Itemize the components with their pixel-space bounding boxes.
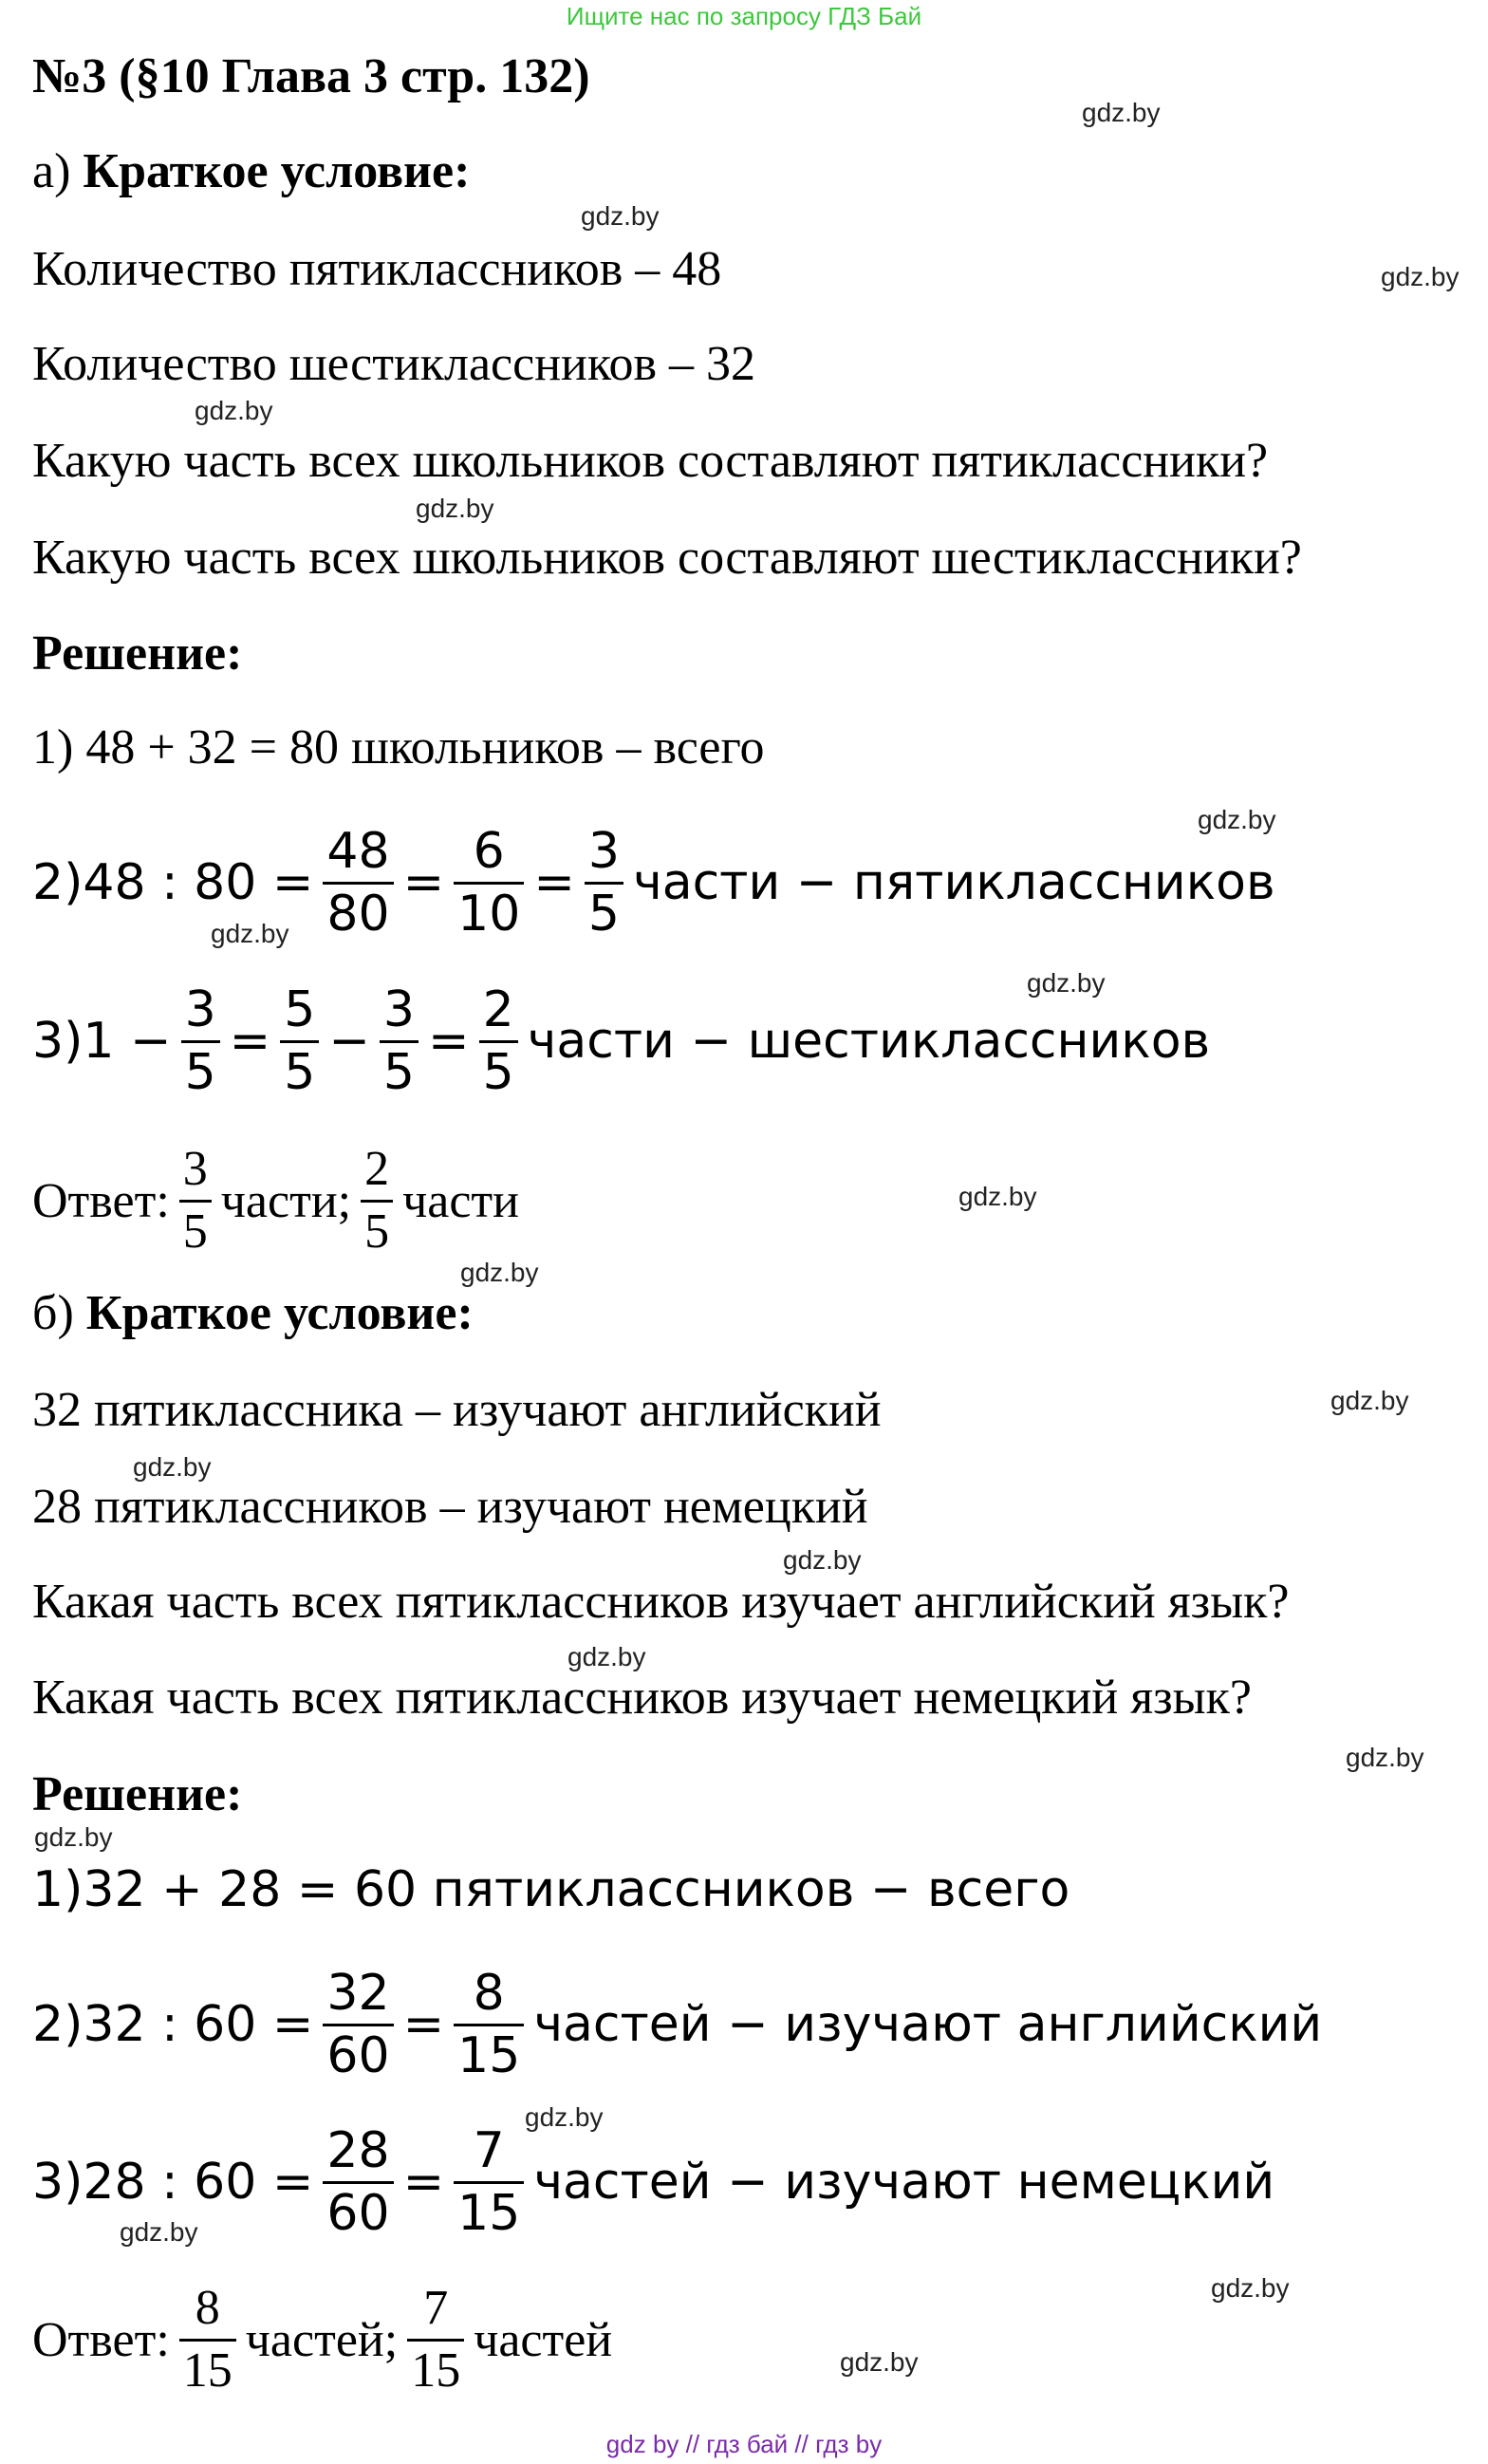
equals-sign: = [402,2154,445,2211]
watermark: gdz.by [1198,805,1276,834]
watermark: gdz.by [1082,98,1161,127]
denominator: 5 [587,885,620,943]
numerator: 2 [364,1141,390,1196]
fraction-bar [323,2024,393,2026]
fraction-bar [323,882,393,885]
equals-sign: = [533,854,575,911]
part-b-answer [32,2259,612,2420]
step-prefix: 3)28 : 60 = [32,2154,314,2211]
part-b-step-1: 1)32 + 28 = 60 пятиклассников − всего [32,1861,1070,1918]
fraction-bar [454,882,524,885]
numerator: 7 [473,2121,505,2179]
equals-sign: = [229,1013,271,1070]
denominator: 80 [326,885,390,943]
watermark: gdz.by [1346,1743,1424,1772]
denominator: 10 [457,885,521,943]
watermark: gdz.by [460,1258,539,1287]
denominator: 15 [411,2343,461,2398]
fraction-bar [361,1200,393,1203]
top-banner[interactable]: Ищите нас по запросу ГДЗ Бай [566,2,922,30]
fraction [280,980,319,1101]
answer-unit: частей [474,2312,613,2367]
watermark: gdz.by [840,2347,919,2377]
step-prefix: 3)1 − [32,1013,172,1070]
part-b-solution-heading: Решение: [32,1767,243,1821]
fraction-bar [280,1040,319,1043]
answer-unit: части [402,1173,519,1228]
denominator: 5 [382,1043,415,1101]
fraction-bar [323,2181,393,2184]
denominator: 5 [284,1043,316,1101]
watermark: gdz.by [783,1545,862,1575]
part-a-heading [32,144,471,198]
footer-links[interactable]: gdz by // гдз бай // гдз by [605,2430,883,2458]
watermark: gdz.by [525,2102,604,2132]
numerator: 2 [482,980,514,1038]
denominator: 5 [364,1204,390,1259]
fraction [454,822,524,943]
fraction [585,822,623,943]
page-title: №3 (§10 Глава 3 стр. 132) [32,49,590,103]
answer-label: Ответ: [32,1173,170,1228]
answer-label: Ответ: [32,2312,170,2367]
numerator: 3 [587,822,620,880]
part-a-heading-text: Краткое условие: [83,144,471,198]
fraction-bar [585,882,623,885]
denominator: 5 [182,1204,208,1259]
numerator: 3 [184,980,216,1038]
step-suffix: частей − изучают английский [533,1996,1323,2053]
part-b-heading-text: Краткое условие: [85,1286,474,1340]
watermark: gdz.by [1330,1386,1409,1415]
fraction-bar [407,2339,464,2342]
fraction [179,2280,236,2398]
part-b-question-2: Какая часть всех пятиклассников изучает немецкий язык? [32,1671,1252,1725]
fraction-bar [179,2339,236,2342]
watermark: gdz.by [133,1452,212,1482]
part-b-step-2 [32,1944,1322,2105]
equals-sign: = [402,1996,445,2053]
fraction-bar [179,1200,212,1203]
denominator: 5 [482,1043,514,1101]
answer-unit: частей; [245,2312,399,2367]
step-suffix: частей − изучают немецкий [533,2154,1275,2211]
part-a-condition-2: Количество шестиклассников – 32 [32,337,756,391]
fraction-bar [181,1040,220,1043]
watermark: gdz.by [211,919,289,948]
part-a-solution-heading: Решение: [32,626,243,681]
watermark: gdz.by [416,494,494,523]
part-b-condition-1: 32 пятиклассника – изучают английский [32,1383,882,1437]
part-a-answer [32,1120,519,1281]
fraction [323,2121,393,2242]
watermark: gdz.by [34,1822,113,1852]
fraction [323,822,393,943]
equals-sign: = [402,854,445,911]
watermark: gdz.by [567,1642,646,1671]
fraction [179,1141,212,1259]
numerator: 7 [423,2280,449,2335]
part-a-label: а) [32,144,71,198]
step-suffix: части − пятиклассников [632,854,1275,911]
watermark: gdz.by [958,1182,1037,1211]
fraction [361,1141,393,1259]
denominator: 5 [184,1043,216,1101]
equals-sign: = [428,1013,470,1070]
denominator: 15 [457,2184,521,2242]
part-b-step-3 [32,2101,1274,2263]
denominator: 60 [326,2026,390,2084]
denominator: 60 [326,2184,390,2242]
numerator: 6 [473,822,505,880]
fraction [380,980,418,1101]
step-prefix: 2)48 : 80 = [32,854,314,911]
fraction-bar [479,1040,518,1043]
part-a-condition-1: Количество пятиклассников – 48 [32,242,722,296]
numerator: 5 [284,980,316,1038]
denominator: 15 [457,2026,521,2084]
part-b-question-1: Какая часть всех пятиклассников изучает английский язык? [32,1575,1290,1629]
numerator: 28 [326,2121,390,2179]
numerator: 32 [326,1964,390,2022]
part-b-heading [32,1286,474,1340]
answer-unit: части; [220,1173,352,1228]
part-a-question-2: Какую часть всех школьников составляют шестиклассники? [32,531,1302,585]
fraction [479,980,518,1101]
part-b-condition-2: 28 пятиклассников – изучают немецкий [32,1480,868,1534]
fraction [454,1964,524,2084]
part-a-question-1: Какую часть всех школьников составляют пятиклассники? [32,434,1269,488]
watermark: gdz.by [120,2217,198,2247]
step-prefix: 2)32 : 60 = [32,1996,314,2053]
fraction-bar [380,1040,418,1043]
part-a-step-1: 1) 48 + 32 = 80 школьников – всего [32,720,765,775]
watermark: gdz.by [1027,968,1106,998]
watermark: gdz.by [581,201,660,231]
fraction-bar [454,2181,524,2184]
watermark: gdz.by [1381,262,1460,291]
numerator: 8 [473,1964,505,2022]
watermark: gdz.by [195,396,273,425]
numerator: 3 [382,980,415,1038]
fraction [407,2280,464,2398]
fraction-bar [454,2024,524,2026]
fraction [454,2121,524,2242]
fraction [181,980,220,1101]
fraction [323,1964,393,2084]
numerator: 3 [182,1141,208,1196]
numerator: 48 [326,822,390,880]
step-suffix: части − шестиклассников [527,1013,1211,1070]
part-b-label: б) [32,1286,74,1340]
minus-sign: − [328,1013,370,1070]
watermark: gdz.by [1211,2273,1290,2303]
denominator: 15 [182,2343,232,2398]
numerator: 8 [195,2280,220,2335]
